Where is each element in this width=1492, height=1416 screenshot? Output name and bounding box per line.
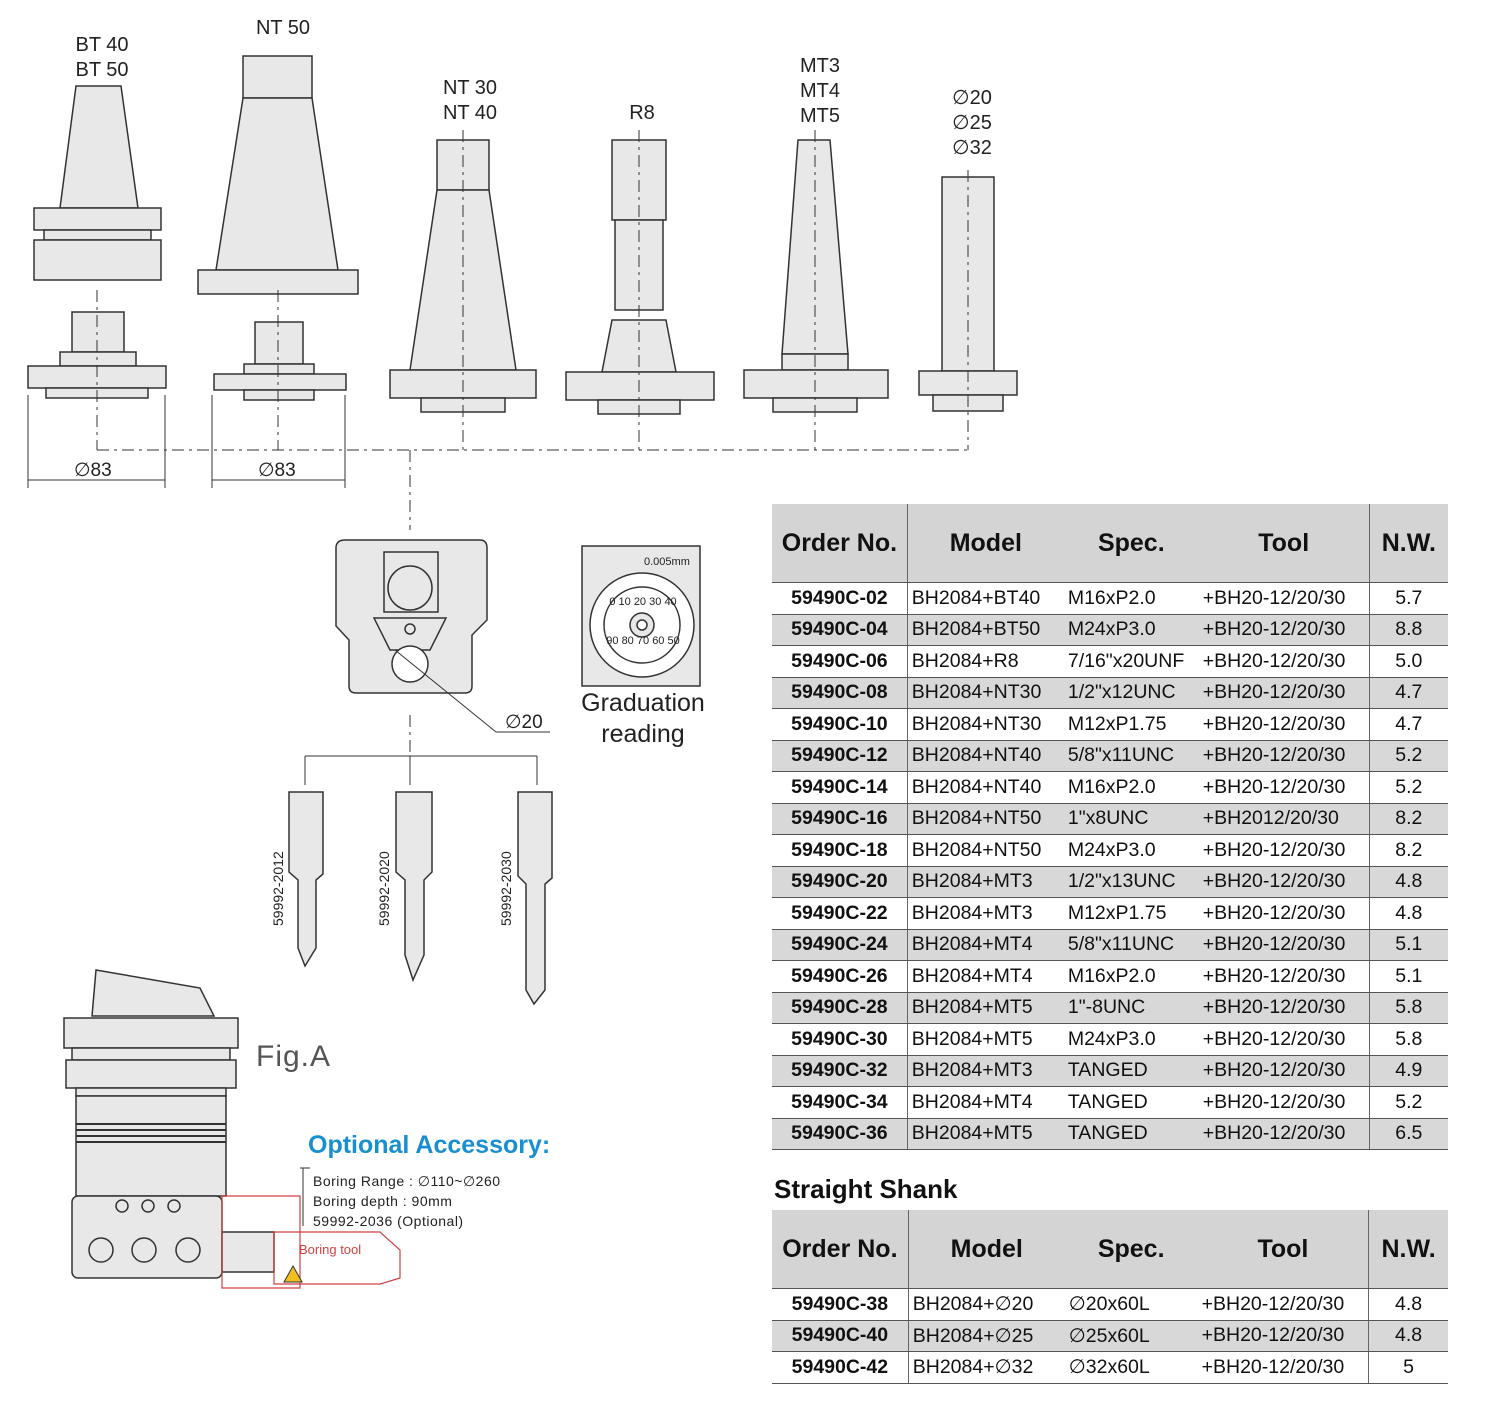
order-table [772, 504, 1448, 1150]
label-line: NT 50 [255, 17, 311, 39]
col-order-no: Order No. [772, 1210, 908, 1289]
tool-cell: +BH20-12/20/30 [1199, 677, 1369, 709]
nw-cell: 5.1 [1369, 961, 1448, 993]
dial-number: 70 [636, 635, 650, 647]
r8-arbor-label [597, 101, 687, 126]
nw-cell: 8.8 [1369, 614, 1448, 646]
label-line: ∅32 [952, 137, 992, 159]
spec-cell: 1"x8UNC [1064, 803, 1199, 835]
dial-number: 20 [633, 596, 647, 608]
boring-head-drawing [336, 540, 487, 693]
model-cell: BH2084+MT4 [907, 961, 1064, 993]
model-cell: BH2084+MT5 [907, 1118, 1064, 1150]
model-cell: BH2084+BT50 [907, 614, 1064, 646]
tool-cell: +BH20-12/20/30 [1199, 929, 1369, 961]
spec-cell: 1"-8UNC [1064, 992, 1199, 1024]
nt-arbor-label [425, 76, 515, 126]
tool-cell: +BH20-12/20/30 [1199, 898, 1369, 930]
tool-cell: +BH2012/20/30 [1199, 803, 1369, 835]
order-no-cell: 59490C-20 [772, 866, 907, 898]
order-no-cell: 59490C-34 [772, 1087, 907, 1119]
model-cell: BH2084+MT3 [907, 1055, 1064, 1087]
model-cell: BH2084+∅25 [908, 1320, 1065, 1352]
nw-cell: 5.8 [1369, 992, 1448, 1024]
model-cell: BH2084+MT3 [907, 898, 1064, 930]
tool-cell: +BH20-12/20/30 [1199, 709, 1369, 741]
col-spec: Spec. [1065, 1210, 1198, 1289]
table-row [772, 929, 1448, 961]
insert-triangle-drawing [284, 1266, 302, 1282]
table-row [772, 835, 1448, 867]
mt-arbor-label [775, 54, 865, 129]
tool-cell: +BH20-12/20/30 [1199, 866, 1369, 898]
model-cell: BH2084+R8 [907, 646, 1064, 678]
dial-number: 90 [606, 635, 619, 647]
table-row [772, 1055, 1448, 1087]
nw-cell: 4.8 [1369, 1289, 1448, 1321]
col-model: Model [908, 1210, 1065, 1289]
nt50-arbor-label [238, 16, 328, 41]
nw-cell: 5 [1369, 1352, 1448, 1384]
spec-cell: ∅32x60L [1065, 1352, 1198, 1384]
nw-cell: 5.8 [1369, 1024, 1448, 1056]
model-cell: BH2084+MT4 [907, 1087, 1064, 1119]
tool-cell: +BH20-12/20/30 [1198, 1352, 1369, 1384]
order-no-cell: 59490C-10 [772, 709, 907, 741]
tool-cell: +BH20-12/20/30 [1199, 1087, 1369, 1119]
optional-accessory-line: 59992-2036 (Optional) [313, 1213, 464, 1229]
order-no-cell: 59490C-16 [772, 803, 907, 835]
table-row [772, 740, 1448, 772]
straight-shank-title: Straight Shank [774, 1174, 958, 1204]
nw-cell: 5.1 [1369, 929, 1448, 961]
table-row [772, 1289, 1448, 1321]
dial-number: 30 [649, 596, 662, 608]
model-cell: BH2084+NT50 [907, 835, 1064, 867]
col-nw: N.W. [1369, 1210, 1448, 1289]
nw-cell: 5.2 [1369, 772, 1448, 804]
tool-cell: +BH20-12/20/30 [1199, 583, 1369, 615]
dial-number: 50 [667, 635, 680, 647]
order-no-cell: 59490C-28 [772, 992, 907, 1024]
dim-d20-bore: ∅20 [505, 712, 543, 733]
dim-d83-nt50: ∅83 [258, 460, 296, 481]
spec-cell: M12xP1.75 [1064, 709, 1199, 741]
order-no-cell: 59490C-42 [772, 1352, 908, 1384]
label-line: MT4 [800, 80, 840, 102]
nw-cell: 4.8 [1369, 866, 1448, 898]
straight-shank-table [772, 1210, 1448, 1384]
table-row [772, 1352, 1448, 1384]
nw-cell: 4.8 [1369, 1320, 1448, 1352]
order-no-cell: 59490C-30 [772, 1024, 907, 1056]
table-row [772, 772, 1448, 804]
label-line: NT 30 [442, 77, 498, 99]
label-line: ∅25 [952, 112, 992, 134]
dim-d83-bt: ∅83 [74, 460, 112, 481]
dial-number: 0 [609, 596, 616, 608]
order-no-cell: 59490C-26 [772, 961, 907, 993]
boring-bar-code-2020: 59992-2020 [376, 851, 392, 926]
spec-cell: M24xP3.0 [1064, 614, 1199, 646]
label-line: BT 50 [75, 59, 129, 81]
table-row [772, 1087, 1448, 1119]
order-no-cell: 59490C-36 [772, 1118, 907, 1150]
graduation-reading-caption [566, 688, 720, 750]
spec-cell: 5/8"x11UNC [1064, 929, 1199, 961]
tool-cell: +BH20-12/20/30 [1198, 1320, 1369, 1352]
model-cell: BH2084+NT40 [907, 772, 1064, 804]
col-tool: Tool [1199, 504, 1369, 583]
nw-cell: 4.8 [1369, 898, 1448, 930]
order-no-cell: 59490C-12 [772, 740, 907, 772]
optional-accessory-line: Boring depth : 90mm [313, 1193, 453, 1209]
straight-shank-table-body [772, 1289, 1448, 1384]
boring-bar-code-2030: 59992-2030 [498, 851, 514, 926]
spec-cell: M16xP2.0 [1064, 583, 1199, 615]
table-row [772, 709, 1448, 741]
nw-cell: 5.2 [1369, 740, 1448, 772]
order-no-cell: 59490C-02 [772, 583, 907, 615]
table-header-row [772, 1210, 1448, 1289]
spec-cell: M24xP3.0 [1064, 835, 1199, 867]
table-row [772, 866, 1448, 898]
spec-cell: M16xP2.0 [1064, 772, 1199, 804]
tool-cell: +BH20-12/20/30 [1199, 835, 1369, 867]
nw-cell: 5.0 [1369, 646, 1448, 678]
table-row [772, 677, 1448, 709]
dial-numbers [600, 596, 686, 648]
col-spec: Spec. [1064, 504, 1199, 583]
tool-cell: +BH20-12/20/30 [1199, 961, 1369, 993]
table-row [772, 803, 1448, 835]
order-no-cell: 59490C-06 [772, 646, 907, 678]
spec-cell: ∅25x60L [1065, 1320, 1198, 1352]
caption-line: Graduation [581, 689, 705, 717]
bt-arbor-label [57, 33, 147, 83]
optional-accessory-line: Boring Range : ∅110~∅260 [313, 1173, 501, 1189]
tool-cell: +BH20-12/20/30 [1199, 614, 1369, 646]
model-cell: BH2084+MT5 [907, 992, 1064, 1024]
spec-cell: 7/16"x20UNF [1064, 646, 1199, 678]
label-line: R8 [629, 102, 655, 124]
model-cell: BH2084+NT40 [907, 740, 1064, 772]
order-no-cell: 59490C-24 [772, 929, 907, 961]
straight-shank-label [927, 86, 1017, 161]
model-cell: BH2084+MT4 [907, 929, 1064, 961]
nw-cell: 6.5 [1369, 1118, 1448, 1150]
model-cell: BH2084+BT40 [907, 583, 1064, 615]
tool-cell: +BH20-12/20/30 [1199, 646, 1369, 678]
label-line: ∅20 [952, 87, 992, 109]
fig-a-label: Fig.A [256, 1040, 332, 1073]
nw-cell: 4.7 [1369, 709, 1448, 741]
table-row [772, 614, 1448, 646]
boring-tool-label: Boring tool [299, 1242, 362, 1257]
col-nw: N.W. [1369, 504, 1448, 583]
nw-cell: 8.2 [1369, 803, 1448, 835]
tool-cell: +BH20-12/20/30 [1199, 772, 1369, 804]
label-line: MT5 [800, 105, 840, 127]
order-table-body [772, 583, 1448, 1150]
dial-number: 80 [621, 635, 634, 647]
nw-cell: 4.9 [1369, 1055, 1448, 1087]
tool-cell: +BH20-12/20/30 [1199, 992, 1369, 1024]
spec-cell: 5/8"x11UNC [1064, 740, 1199, 772]
spec-cell: ∅20x60L [1065, 1289, 1198, 1321]
r8-arbor-drawing [566, 140, 714, 414]
tool-cell: +BH20-12/20/30 [1199, 1055, 1369, 1087]
order-no-cell: 59490C-08 [772, 677, 907, 709]
nw-cell: 5.2 [1369, 1087, 1448, 1119]
model-cell: BH2084+∅20 [908, 1289, 1065, 1321]
table-row [772, 992, 1448, 1024]
label-line: MT3 [800, 55, 840, 77]
table-row [772, 1320, 1448, 1352]
boring-bar-code-2012: 59992-2012 [270, 851, 286, 926]
tool-cell: +BH20-12/20/30 [1199, 1024, 1369, 1056]
table-row [772, 1118, 1448, 1150]
col-model: Model [907, 504, 1064, 583]
model-cell: BH2084+NT50 [907, 803, 1064, 835]
table-row [772, 961, 1448, 993]
tool-cell: +BH20-12/20/30 [1199, 1118, 1369, 1150]
model-cell: BH2084+NT30 [907, 677, 1064, 709]
spec-cell: M12xP1.75 [1064, 898, 1199, 930]
spec-cell: M16xP2.0 [1064, 961, 1199, 993]
caption-line: reading [601, 720, 685, 748]
mt-arbor-drawing [744, 140, 888, 412]
order-no-cell: 59490C-14 [772, 772, 907, 804]
model-cell: BH2084+NT30 [907, 709, 1064, 741]
dial-number: 40 [664, 596, 677, 608]
dial-number: 10 [618, 596, 631, 608]
col-order-no: Order No. [772, 504, 907, 583]
spec-cell: TANGED [1064, 1087, 1199, 1119]
table-row [772, 583, 1448, 615]
order-no-cell: 59490C-22 [772, 898, 907, 930]
model-cell: BH2084+∅32 [908, 1352, 1065, 1384]
order-no-cell: 59490C-40 [772, 1320, 908, 1352]
optional-accessory-title: Optional Accessory: [308, 1131, 551, 1159]
spec-cell: TANGED [1064, 1118, 1199, 1150]
tool-cell: +BH20-12/20/30 [1198, 1289, 1369, 1321]
spec-cell: 1/2"x13UNC [1064, 866, 1199, 898]
order-no-cell: 59490C-18 [772, 835, 907, 867]
spec-cell: 1/2"x12UNC [1064, 677, 1199, 709]
col-tool: Tool [1198, 1210, 1369, 1289]
dial-number: 60 [652, 635, 665, 647]
table-row [772, 1024, 1448, 1056]
label-line: NT 40 [442, 102, 498, 124]
dial-scale-note: 0.005mm [644, 556, 690, 568]
nw-cell: 8.2 [1369, 835, 1448, 867]
nw-cell: 4.7 [1369, 677, 1448, 709]
tool-cell: +BH20-12/20/30 [1199, 740, 1369, 772]
order-no-cell: 59490C-04 [772, 614, 907, 646]
spec-cell: TANGED [1064, 1055, 1199, 1087]
label-line: BT 40 [75, 34, 129, 56]
table-row [772, 646, 1448, 678]
spec-cell: M24xP3.0 [1064, 1024, 1199, 1056]
nw-cell: 5.7 [1369, 583, 1448, 615]
model-cell: BH2084+MT3 [907, 866, 1064, 898]
table-header-row [772, 504, 1448, 583]
table-row [772, 898, 1448, 930]
model-cell: BH2084+MT5 [907, 1024, 1064, 1056]
order-no-cell: 59490C-32 [772, 1055, 907, 1087]
order-no-cell: 59490C-38 [772, 1289, 908, 1321]
